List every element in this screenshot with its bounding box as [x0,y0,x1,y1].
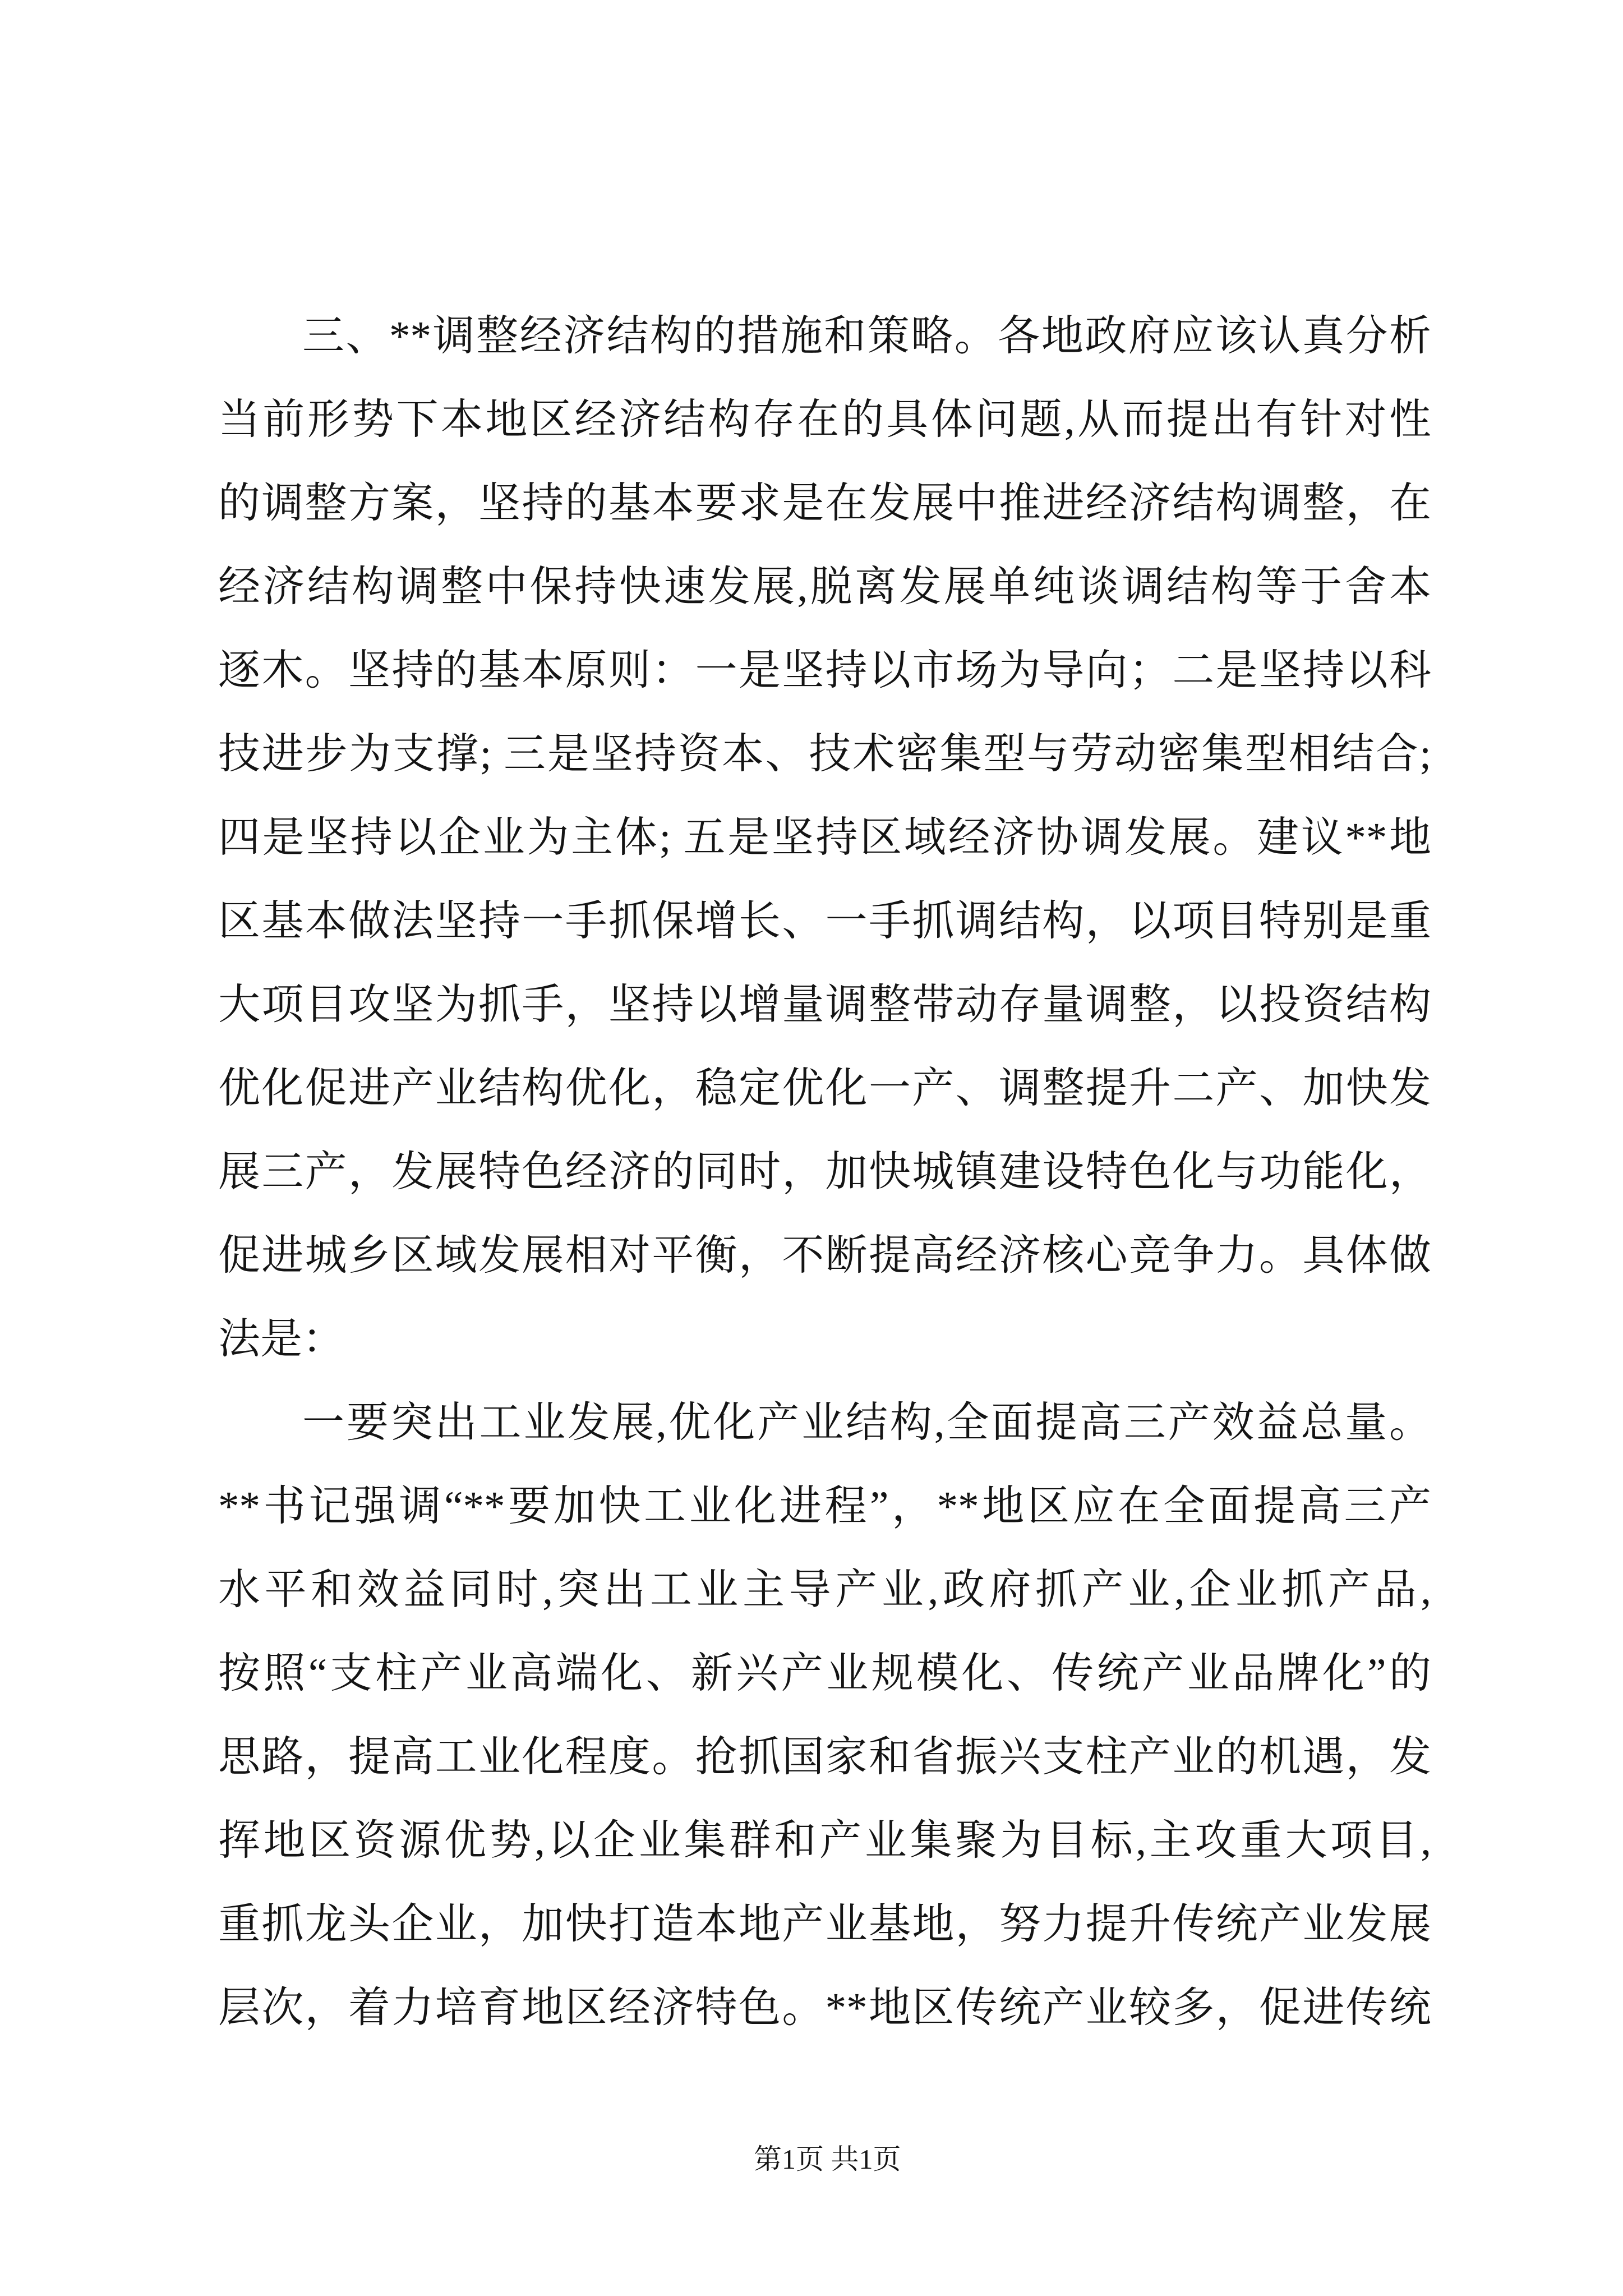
text-line: 经济结构调整中保持快速发展,脱离发展单纯谈调结构等于舍本 [218,564,1431,610]
text-line: 思路，提高工业化程度。抢抓国家和省振兴支柱产业的机遇，发 [218,1734,1431,1780]
text-line: 展三产，发展特色经济的同时，加快城镇建设特色化与功能化， [218,1149,1431,1195]
text-line: 一要突出工业发展,优化产业结构,全面提高三产效益总量。 [302,1400,1431,1446]
text-line: 大项目攻坚为抓手，坚持以增量调整带动存量调整，以投资结构 [218,982,1431,1028]
document-body [218,295,1431,2050]
text-line: 逐木。坚持的基本原则：一是坚持以市场为导向；二是坚持以科 [218,647,1431,694]
text-line: 按照“支柱产业高端化、新兴产业规模化、传统产业品牌化”的 [218,1650,1431,1697]
text-line: 四是坚持以企业为主体; 五是坚持区域经济协调发展。建议**地 [218,815,1431,861]
text-line: 的调整方案，坚持的基本要求是在发展中推进经济结构调整，在 [218,480,1431,527]
text-line: 三、**调整经济结构的措施和策略。各地政府应该认真分析 [302,313,1431,360]
text-line: 区基本做法坚持一手抓保增长、一手抓调结构，以项目特别是重 [218,898,1431,945]
text-line: 水平和效益同时,突出工业主导产业,政府抓产业,企业抓产品, [218,1567,1431,1613]
text-line: **书记强调“**要加快工业化进程”，**地区应在全面提高三产 [218,1483,1431,1530]
text-line: 层次，着力培育地区经济特色。**地区传统产业较多，促进传统 [218,1985,1431,2031]
text-line: 促进城乡区域发展相对平衡，不断提高经济核心竞争力。具体做 [218,1232,1431,1279]
text-line: 当前形势下本地区经济结构存在的具体问题,从而提出有针对性 [218,397,1431,443]
paragraph-measures-and-strategies [218,295,1431,1381]
text-line: 挥地区资源优势,以企业集群和产业集聚为目标,主攻重大项目, [218,1818,1431,1864]
text-line: 重抓龙头企业，加快打造本地产业基地，努力提升传统产业发展 [218,1901,1431,1948]
text-line: 法是： [218,1316,345,1363]
page-footer: 第1页 共1页 [754,2143,901,2175]
text-line: 优化促进产业结构优化，稳定优化一产、调整提升二产、加快发 [218,1065,1431,1112]
paragraph-industrial-development [218,1381,1431,2050]
text-line: 技进步为支撑; 三是坚持资本、技术密集型与劳动密集型相结合; [218,731,1431,777]
